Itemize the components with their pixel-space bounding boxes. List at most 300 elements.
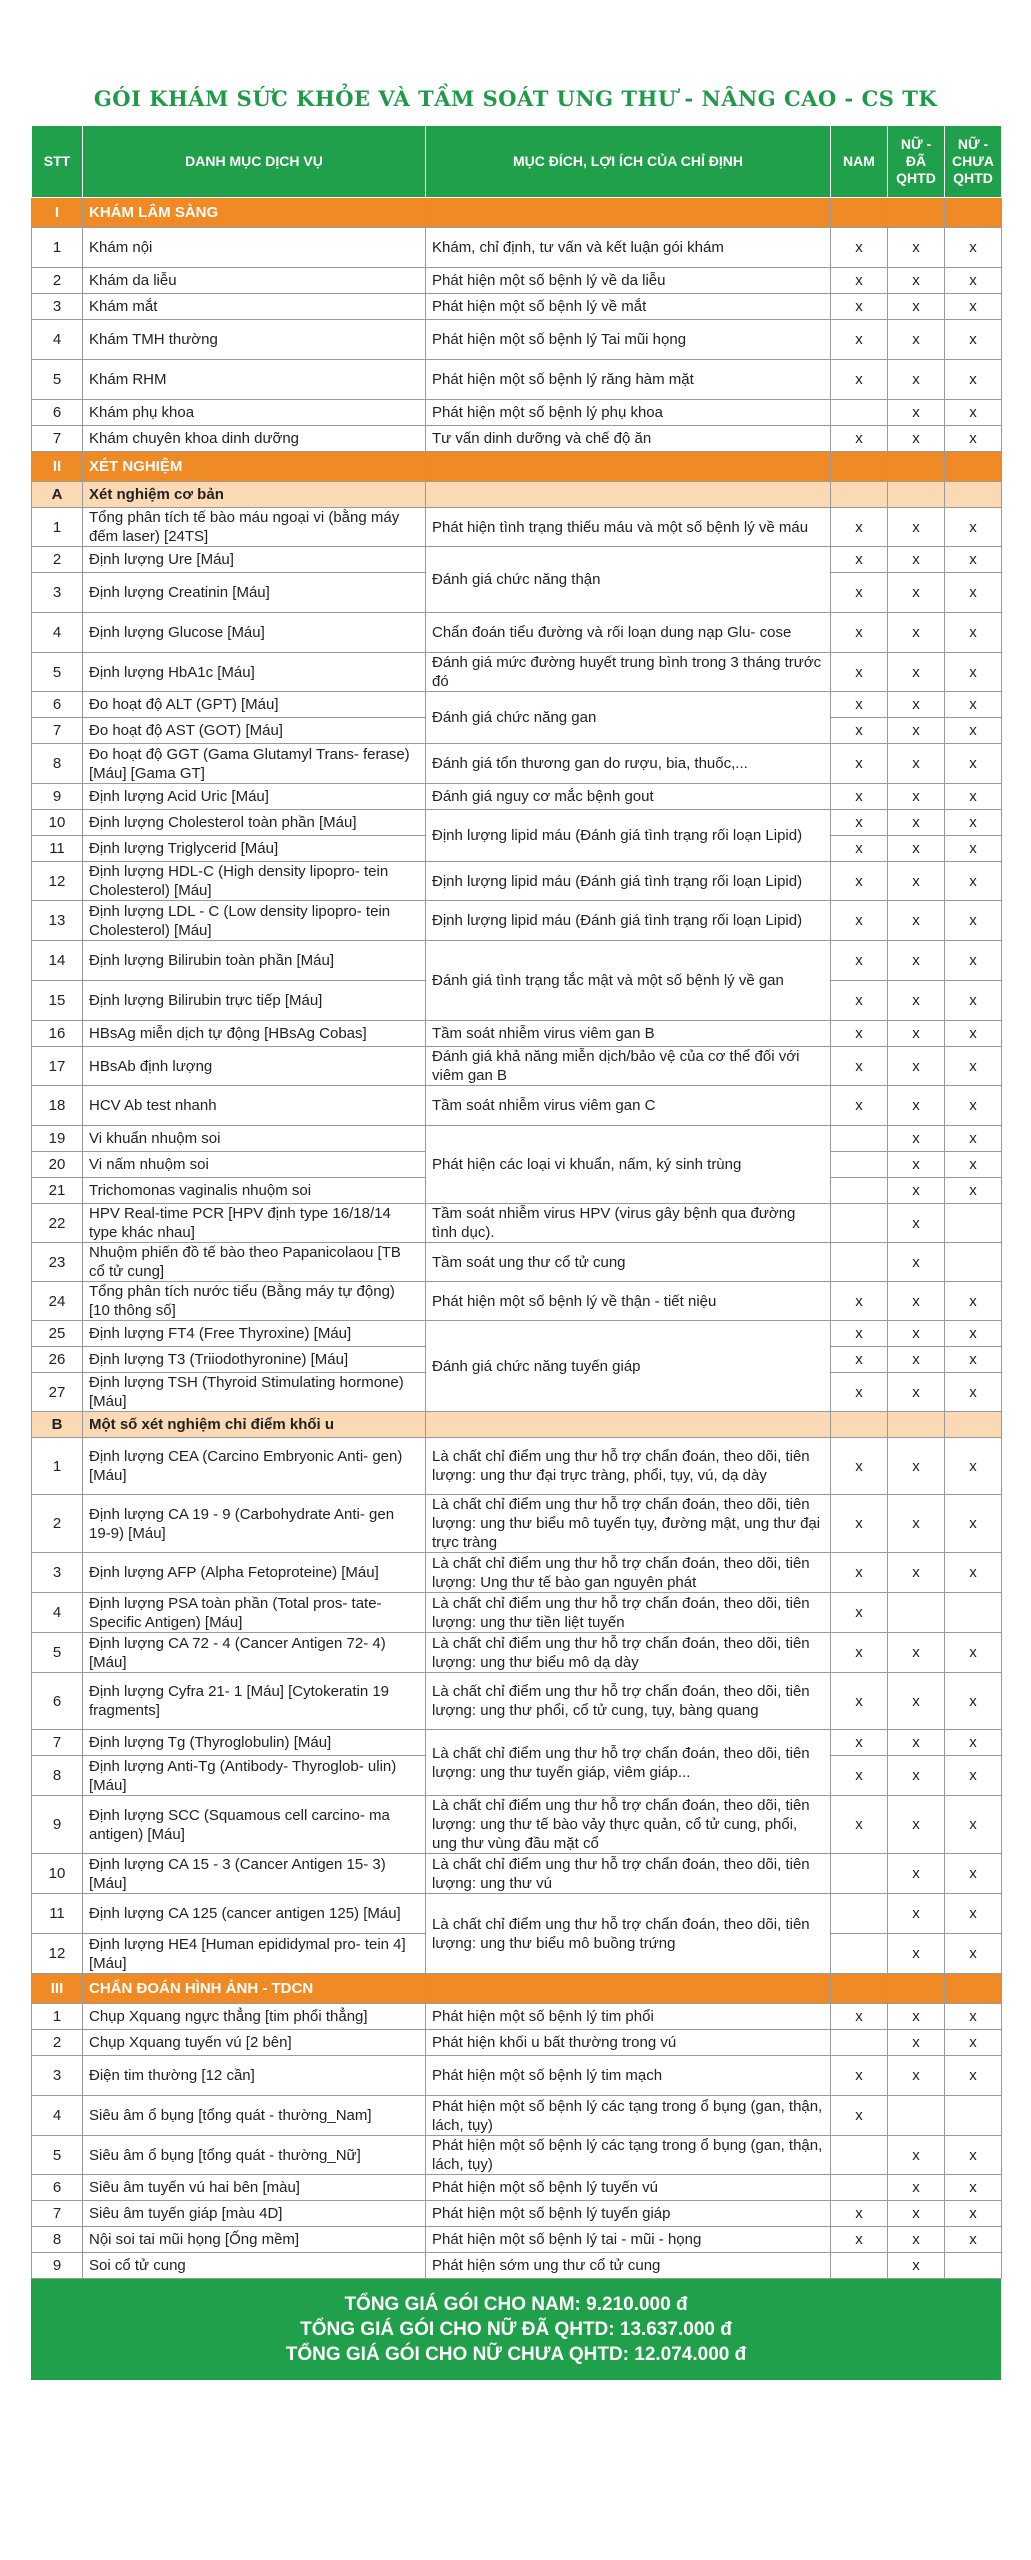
table-row [32, 2227, 1002, 2253]
mark-nu-chua-qhtd [945, 2096, 1002, 2136]
service-purpose: Là chất chỉ điểm ung thư hỗ trợ chẩn đoán, theo dõi, tiên lượng: ung thư biểu mô tuyến tụy, đường mật, ung thư đại trực tràng [426, 1495, 831, 1553]
header-nu-chua-qhtd: NỮ - CHƯA QHTD [945, 126, 1002, 198]
table-row [32, 547, 1002, 573]
mark-nu-chua-qhtd: x [945, 2004, 1002, 2030]
mark-nu-chua-qhtd: x [945, 1347, 1002, 1373]
service-purpose: Tầm soát nhiễm virus viêm gan B [426, 1021, 831, 1047]
section-filler-purpose [426, 452, 831, 482]
service-name: Định lượng CA 72 - 4 (Cancer Antigen 72- 4) [Máu] [83, 1633, 426, 1673]
service-name: Định lượng Cyfra 21- 1 [Máu] [Cytokeratin 19 fragments] [83, 1673, 426, 1730]
mark-nu-chua-qhtd: x [945, 1047, 1002, 1086]
service-purpose: Phát hiện một số bệnh lý phụ khoa [426, 400, 831, 426]
section-filler-chua [945, 198, 1002, 228]
mark-nu-chua-qhtd: x [945, 1756, 1002, 1796]
section-filler-nam [831, 482, 888, 508]
mark-nam [831, 1243, 888, 1282]
mark-nu-chua-qhtd: x [945, 981, 1002, 1021]
mark-nam [831, 1152, 888, 1178]
mark-nam: x [831, 547, 888, 573]
service-purpose: Là chất chỉ điểm ung thư hỗ trợ chẩn đoán, theo dõi, tiên lượng: ung thư phổi, cổ tử cung, tụy, bàng quang [426, 1673, 831, 1730]
table-body [32, 198, 1002, 2279]
mark-nu-chua-qhtd: x [945, 862, 1002, 901]
service-name: Trichomonas vaginalis nhuộm soi [83, 1178, 426, 1204]
service-purpose: Là chất chỉ điểm ung thư hỗ trợ chẩn đoán, theo dõi, tiên lượng: ung thư vú [426, 1854, 831, 1894]
mark-nu-chua-qhtd: x [945, 836, 1002, 862]
section-filler-chua [945, 1974, 1002, 2004]
mark-nu-chua-qhtd: x [945, 228, 1002, 268]
mark-nu-da-qhtd: x [888, 810, 945, 836]
mark-nu-chua-qhtd: x [945, 613, 1002, 653]
mark-nu-chua-qhtd: x [945, 718, 1002, 744]
mark-nu-chua-qhtd [945, 1593, 1002, 1633]
section-title: Xét nghiệm cơ bản [83, 482, 426, 508]
mark-nu-da-qhtd: x [888, 653, 945, 692]
mark-nu-da-qhtd: x [888, 1633, 945, 1673]
header-service: DANH MỤC DỊCH VỤ [83, 126, 426, 198]
mark-nam: x [831, 2004, 888, 2030]
service-name: Định lượng FT4 (Free Thyroxine) [Máu] [83, 1321, 426, 1347]
mark-nu-da-qhtd: x [888, 2136, 945, 2175]
mark-nam: x [831, 1438, 888, 1495]
mark-nam: x [831, 862, 888, 901]
service-name: Định lượng Bilirubin toàn phần [Máu] [83, 941, 426, 981]
mark-nu-da-qhtd: x [888, 400, 945, 426]
mark-nu-da-qhtd: x [888, 941, 945, 981]
service-name: Khám TMH thường [83, 320, 426, 360]
row-number: 1 [32, 1438, 83, 1495]
mark-nu-da-qhtd: x [888, 1086, 945, 1126]
row-number: 13 [32, 901, 83, 941]
table-row [32, 360, 1002, 400]
service-purpose: Phát hiện một số bệnh lý về mắt [426, 294, 831, 320]
mark-nu-da-qhtd: x [888, 1495, 945, 1553]
service-name: Định lượng CA 15 - 3 (Cancer Antigen 15- 3) [Máu] [83, 1854, 426, 1894]
service-purpose: Phát hiện một số bệnh lý tim mạch [426, 2056, 831, 2096]
mark-nu-da-qhtd: x [888, 1047, 945, 1086]
service-purpose: Phát hiện một số bệnh lý về da liễu [426, 268, 831, 294]
table-row [32, 1495, 1002, 1553]
service-purpose: Phát hiện một số bệnh lý răng hàm mặt [426, 360, 831, 400]
service-table [31, 125, 1002, 2279]
mark-nam: x [831, 1796, 888, 1854]
mark-nu-da-qhtd: x [888, 1152, 945, 1178]
service-name: Định lượng Glucose [Máu] [83, 613, 426, 653]
mark-nu-da-qhtd: x [888, 1178, 945, 1204]
service-purpose: Đánh giá nguy cơ mắc bệnh gout [426, 784, 831, 810]
service-purpose: Định lượng lipid máu (Đánh giá tình trạng rối loạn Lipid) [426, 810, 831, 862]
total-nu-da-qhtd: TỔNG GIÁ GÓI CHO NỮ ĐÃ QHTD: 13.637.000 đ [300, 2319, 732, 2340]
mark-nu-chua-qhtd: x [945, 1495, 1002, 1553]
table-row [32, 1730, 1002, 1756]
section-row [32, 198, 1002, 228]
row-number: 3 [32, 2056, 83, 2096]
mark-nu-chua-qhtd: x [945, 744, 1002, 784]
mark-nu-da-qhtd: x [888, 1730, 945, 1756]
table-row [32, 1553, 1002, 1593]
mark-nu-chua-qhtd: x [945, 1178, 1002, 1204]
section-filler-purpose [426, 1412, 831, 1438]
service-purpose: Tư vấn dinh dưỡng và chế độ ăn [426, 426, 831, 452]
mark-nu-chua-qhtd: x [945, 1152, 1002, 1178]
service-purpose: Phát hiện một số bệnh lý Tai mũi họng [426, 320, 831, 360]
header-purpose: MỤC ĐÍCH, LỢI ÍCH CỦA CHỈ ĐỊNH [426, 126, 831, 198]
mark-nam [831, 1178, 888, 1204]
mark-nu-da-qhtd: x [888, 981, 945, 1021]
service-name: Khám chuyên khoa dinh dưỡng [83, 426, 426, 452]
service-purpose: Đánh giá tổn thương gan do rượu, bia, thuốc,... [426, 744, 831, 784]
row-number: 27 [32, 1373, 83, 1412]
section-filler-nam [831, 452, 888, 482]
table-row [32, 2030, 1002, 2056]
service-purpose: Phát hiện khối u bất thường trong vú [426, 2030, 831, 2056]
service-name: Định lượng Creatinin [Máu] [83, 573, 426, 613]
mark-nu-da-qhtd: x [888, 1934, 945, 1974]
mark-nu-da-qhtd: x [888, 1243, 945, 1282]
mark-nu-chua-qhtd: x [945, 1934, 1002, 1974]
mark-nu-da-qhtd: x [888, 836, 945, 862]
mark-nam: x [831, 744, 888, 784]
section-filler-da [888, 452, 945, 482]
mark-nu-chua-qhtd [945, 1204, 1002, 1243]
mark-nu-da-qhtd: x [888, 1756, 945, 1796]
mark-nu-da-qhtd: x [888, 784, 945, 810]
service-name: Điện tim thường [12 cần] [83, 2056, 426, 2096]
section-number: II [32, 452, 83, 482]
mark-nu-chua-qhtd: x [945, 320, 1002, 360]
row-number: 15 [32, 981, 83, 1021]
mark-nu-da-qhtd: x [888, 1796, 945, 1854]
service-name: HCV Ab test nhanh [83, 1086, 426, 1126]
service-name: Định lượng CEA (Carcino Embryonic Anti- gen) [Máu] [83, 1438, 426, 1495]
service-name: Định lượng SCC (Squamous cell carcino- ma antigen) [Máu] [83, 1796, 426, 1854]
service-name: Định lượng Bilirubin trực tiếp [Máu] [83, 981, 426, 1021]
service-purpose: Là chất chỉ điểm ung thư hỗ trợ chẩn đoán, theo dõi, tiên lượng: ung thư tuyến giáp, viêm giáp... [426, 1730, 831, 1796]
row-number: 12 [32, 862, 83, 901]
row-number: 5 [32, 360, 83, 400]
service-name: Định lượng CA 19 - 9 (Carbohydrate Anti- gen 19-9) [Máu] [83, 1495, 426, 1553]
mark-nu-da-qhtd: x [888, 2030, 945, 2056]
mark-nu-chua-qhtd: x [945, 573, 1002, 613]
service-purpose: Là chất chỉ điểm ung thư hỗ trợ chẩn đoán, theo dõi, tiên lượng: ung thư tiền liệt tuyến [426, 1593, 831, 1633]
total-nam: TỔNG GIÁ GÓI CHO NAM: 9.210.000 đ [344, 2294, 688, 2315]
service-name: Định lượng CA 125 (cancer antigen 125) [Máu] [83, 1894, 426, 1934]
service-name: Chụp Xquang ngực thẳng [tim phổi thẳng] [83, 2004, 426, 2030]
mark-nu-da-qhtd: x [888, 360, 945, 400]
section-filler-nam [831, 1974, 888, 2004]
mark-nam [831, 1204, 888, 1243]
service-name: Siêu âm tuyến giáp [màu 4D] [83, 2201, 426, 2227]
section-filler-da [888, 482, 945, 508]
mark-nam: x [831, 2096, 888, 2136]
mark-nam: x [831, 1347, 888, 1373]
mark-nu-chua-qhtd: x [945, 547, 1002, 573]
mark-nu-da-qhtd: x [888, 547, 945, 573]
service-purpose: Đánh giá khả năng miễn dịch/bảo vệ của cơ thể đối với viêm gan B [426, 1047, 831, 1086]
service-purpose: Định lượng lipid máu (Đánh giá tình trạng rối loạn Lipid) [426, 862, 831, 901]
service-name: Khám nội [83, 228, 426, 268]
mark-nam: x [831, 294, 888, 320]
mark-nu-da-qhtd: x [888, 320, 945, 360]
mark-nam: x [831, 1086, 888, 1126]
service-name: Định lượng HDL-C (High density lipopro- tein Cholesterol) [Máu] [83, 862, 426, 901]
mark-nam: x [831, 2201, 888, 2227]
mark-nu-da-qhtd: x [888, 901, 945, 941]
mark-nu-da-qhtd: x [888, 1438, 945, 1495]
table-row [32, 1204, 1002, 1243]
mark-nu-chua-qhtd: x [945, 2136, 1002, 2175]
mark-nam [831, 400, 888, 426]
row-number: 17 [32, 1047, 83, 1086]
mark-nu-chua-qhtd: x [945, 784, 1002, 810]
service-name: Tổng phân tích tế bào máu ngoại vi (bằng máy đếm laser) [24TS] [83, 508, 426, 547]
section-row [32, 452, 1002, 482]
row-number: 9 [32, 784, 83, 810]
mark-nu-da-qhtd: x [888, 2253, 945, 2279]
table-row [32, 901, 1002, 941]
service-purpose: Phát hiện một số bệnh lý tuyến giáp [426, 2201, 831, 2227]
header-stt: STT [32, 126, 83, 198]
service-name: Định lượng PSA toàn phần (Total pros- tate-Specific Antigen) [Máu] [83, 1593, 426, 1633]
service-purpose: Là chất chỉ điểm ung thư hỗ trợ chẩn đoán, theo dõi, tiên lượng: ung thư tế bào vảy thực quản, cổ tử cung, phổi, ung thư vùng đầu mặt cổ [426, 1796, 831, 1854]
mark-nam: x [831, 810, 888, 836]
mark-nu-da-qhtd: x [888, 744, 945, 784]
mark-nu-chua-qhtd: x [945, 294, 1002, 320]
section-row [32, 1974, 1002, 2004]
service-purpose: Đánh giá chức năng gan [426, 692, 831, 744]
service-name: Định lượng TSH (Thyroid Stimulating hormone) [Máu] [83, 1373, 426, 1412]
service-purpose: Đánh giá chức năng tuyến giáp [426, 1321, 831, 1412]
mark-nu-da-qhtd: x [888, 573, 945, 613]
service-name: Vi khuẩn nhuộm soi [83, 1126, 426, 1152]
table-row [32, 692, 1002, 718]
table-row [32, 1282, 1002, 1321]
table-row [32, 2096, 1002, 2136]
service-name: Siêu âm tuyến vú hai bên [màu] [83, 2175, 426, 2201]
table-row [32, 784, 1002, 810]
mark-nu-da-qhtd: x [888, 294, 945, 320]
service-name: Định lượng AFP (Alpha Fetoproteine) [Máu] [83, 1553, 426, 1593]
section-title: XÉT NGHIỆM [83, 452, 426, 482]
mark-nu-chua-qhtd [945, 2253, 1002, 2279]
mark-nam: x [831, 268, 888, 294]
table-row [32, 1126, 1002, 1152]
row-number: 19 [32, 1126, 83, 1152]
mark-nu-chua-qhtd: x [945, 1633, 1002, 1673]
section-title: KHÁM LÂM SÀNG [83, 198, 426, 228]
mark-nam: x [831, 901, 888, 941]
service-name: Đo hoạt độ ALT (GPT) [Máu] [83, 692, 426, 718]
row-number: 7 [32, 426, 83, 452]
mark-nu-chua-qhtd: x [945, 1553, 1002, 1593]
mark-nam: x [831, 981, 888, 1021]
section-filler-chua [945, 452, 1002, 482]
table-row [32, 1086, 1002, 1126]
mark-nu-da-qhtd: x [888, 1894, 945, 1934]
service-name: HBsAg miễn dịch tự động [HBsAg Cobas] [83, 1021, 426, 1047]
mark-nu-da-qhtd: x [888, 2227, 945, 2253]
mark-nu-chua-qhtd: x [945, 1730, 1002, 1756]
row-number: 10 [32, 1854, 83, 1894]
mark-nu-da-qhtd: x [888, 1373, 945, 1412]
service-name: HPV Real-time PCR [HPV định type 16/18/14 type khác nhau] [83, 1204, 426, 1243]
mark-nu-da-qhtd: x [888, 268, 945, 294]
mark-nu-chua-qhtd: x [945, 360, 1002, 400]
service-name: Đo hoạt độ GGT (Gama Glutamyl Trans- ferase) [Máu] [Gama GT] [83, 744, 426, 784]
row-number: 5 [32, 1633, 83, 1673]
mark-nu-chua-qhtd: x [945, 1021, 1002, 1047]
mark-nu-chua-qhtd: x [945, 1796, 1002, 1854]
table-row [32, 426, 1002, 452]
mark-nu-chua-qhtd: x [945, 1854, 1002, 1894]
service-name: Nội soi tai mũi họng [Ống mềm] [83, 2227, 426, 2253]
row-number: 1 [32, 2004, 83, 2030]
mark-nu-da-qhtd: x [888, 1321, 945, 1347]
service-name: Định lượng Tg (Thyroglobulin) [Máu] [83, 1730, 426, 1756]
service-name: Định lượng T3 (Triiodothyronine) [Máu] [83, 1347, 426, 1373]
service-purpose: Phát hiện một số bệnh lý tim phổi [426, 2004, 831, 2030]
mark-nu-da-qhtd: x [888, 613, 945, 653]
total-nu-chua-qhtd: TỔNG GIÁ GÓI CHO NỮ CHƯA QHTD: 12.074.000 đ [285, 2344, 747, 2365]
mark-nu-da-qhtd: x [888, 426, 945, 452]
service-name: Định lượng HbA1c [Máu] [83, 653, 426, 692]
row-number: 20 [32, 1152, 83, 1178]
row-number: 6 [32, 400, 83, 426]
section-filler-da [888, 1412, 945, 1438]
row-number: 5 [32, 653, 83, 692]
mark-nam: x [831, 1321, 888, 1347]
mark-nu-da-qhtd: x [888, 2004, 945, 2030]
service-name: Chụp Xquang tuyến vú [2 bên] [83, 2030, 426, 2056]
mark-nu-chua-qhtd: x [945, 1438, 1002, 1495]
service-name: Nhuộm phiến đồ tế bào theo Papanicolaou [TB cổ tử cung] [83, 1243, 426, 1282]
service-purpose: Là chất chỉ điểm ung thư hỗ trợ chẩn đoán, theo dõi, tiên lượng: ung thư đại trực tràng, phổi, tụy, vú, dạ dày [426, 1438, 831, 1495]
mark-nam: x [831, 1553, 888, 1593]
mark-nam [831, 2030, 888, 2056]
mark-nam [831, 1854, 888, 1894]
service-name: Định lượng Ure [Máu] [83, 547, 426, 573]
service-name: Siêu âm ổ bụng [tổng quát - thường_Nữ] [83, 2136, 426, 2175]
section-title: Một số xét nghiệm chỉ điểm khối u [83, 1412, 426, 1438]
mark-nam: x [831, 508, 888, 547]
row-number: 9 [32, 2253, 83, 2279]
mark-nu-chua-qhtd: x [945, 1373, 1002, 1412]
mark-nam: x [831, 718, 888, 744]
row-number: 3 [32, 1553, 83, 1593]
mark-nu-da-qhtd: x [888, 862, 945, 901]
table-row [32, 810, 1002, 836]
service-purpose: Phát hiện một số bệnh lý các tạng trong ổ bụng (gan, thận, lách, tụy) [426, 2136, 831, 2175]
mark-nu-chua-qhtd: x [945, 810, 1002, 836]
mark-nu-chua-qhtd: x [945, 1894, 1002, 1934]
row-number: 14 [32, 941, 83, 981]
service-purpose: Phát hiện một số bệnh lý tai - mũi - họng [426, 2227, 831, 2253]
service-purpose: Khám, chỉ định, tư vấn và kết luận gói khám [426, 228, 831, 268]
mark-nam [831, 2136, 888, 2175]
row-number: 5 [32, 2136, 83, 2175]
mark-nam: x [831, 1373, 888, 1412]
subsection-row [32, 482, 1002, 508]
service-purpose: Đánh giá mức đường huyết trung bình trong 3 tháng trước đó [426, 653, 831, 692]
table-row [32, 941, 1002, 981]
mark-nu-da-qhtd: x [888, 1282, 945, 1321]
section-number: A [32, 482, 83, 508]
table-row [32, 320, 1002, 360]
mark-nam: x [831, 1730, 888, 1756]
mark-nam [831, 2175, 888, 2201]
table-row [32, 508, 1002, 547]
mark-nu-da-qhtd: x [888, 228, 945, 268]
mark-nam: x [831, 2056, 888, 2096]
mark-nam [831, 2253, 888, 2279]
mark-nu-chua-qhtd: x [945, 1321, 1002, 1347]
service-name: Định lượng Anti-Tg (Antibody- Thyroglob- ulin) [Máu] [83, 1756, 426, 1796]
mark-nu-chua-qhtd [945, 1243, 1002, 1282]
row-number: 18 [32, 1086, 83, 1126]
mark-nam: x [831, 941, 888, 981]
mark-nu-da-qhtd: x [888, 2175, 945, 2201]
section-filler-nam [831, 198, 888, 228]
mark-nam: x [831, 1593, 888, 1633]
mark-nu-da-qhtd: x [888, 1021, 945, 1047]
mark-nam: x [831, 653, 888, 692]
mark-nu-chua-qhtd: x [945, 2056, 1002, 2096]
service-purpose: Phát hiện một số bệnh lý tuyến vú [426, 2175, 831, 2201]
mark-nu-chua-qhtd: x [945, 653, 1002, 692]
service-purpose: Tầm soát ung thư cổ tử cung [426, 1243, 831, 1282]
mark-nam: x [831, 836, 888, 862]
service-name: Định lượng Cholesterol toàn phần [Máu] [83, 810, 426, 836]
row-number: 7 [32, 1730, 83, 1756]
mark-nam [831, 1894, 888, 1934]
section-filler-purpose [426, 1974, 831, 2004]
header-nam: NAM [831, 126, 888, 198]
mark-nam: x [831, 573, 888, 613]
section-filler-purpose [426, 198, 831, 228]
mark-nam: x [831, 1282, 888, 1321]
row-number: 6 [32, 2175, 83, 2201]
service-purpose: Chẩn đoán tiểu đường và rối loạn dung nạp Glu- cose [426, 613, 831, 653]
table-row [32, 1854, 1002, 1894]
mark-nam: x [831, 1047, 888, 1086]
row-number: 4 [32, 2096, 83, 2136]
row-number: 9 [32, 1796, 83, 1854]
section-number: III [32, 1974, 83, 2004]
row-number: 22 [32, 1204, 83, 1243]
service-purpose: Là chất chỉ điểm ung thư hỗ trợ chẩn đoán, theo dõi, tiên lượng: Ung thư tế bào gan nguyên phát [426, 1553, 831, 1593]
table-row [32, 1673, 1002, 1730]
table-row [32, 1243, 1002, 1282]
service-purpose: Đánh giá tình trạng tắc mật và một số bệnh lý về gan [426, 941, 831, 1021]
row-number: 12 [32, 1934, 83, 1974]
mark-nu-da-qhtd: x [888, 718, 945, 744]
service-purpose: Phát hiện các loại vi khuẩn, nấm, ký sinh trùng [426, 1126, 831, 1204]
row-number: 26 [32, 1347, 83, 1373]
row-number: 6 [32, 1673, 83, 1730]
service-name: Đo hoạt độ AST (GOT) [Máu] [83, 718, 426, 744]
mark-nam [831, 1126, 888, 1152]
section-title: CHẨN ĐOÁN HÌNH ẢNH - TDCN [83, 1974, 426, 2004]
mark-nam: x [831, 692, 888, 718]
table-row [32, 1321, 1002, 1347]
mark-nam: x [831, 2227, 888, 2253]
mark-nu-chua-qhtd: x [945, 692, 1002, 718]
subsection-row [32, 1412, 1002, 1438]
service-name: Khám da liễu [83, 268, 426, 294]
row-number: 25 [32, 1321, 83, 1347]
row-number: 2 [32, 2030, 83, 2056]
row-number: 8 [32, 1756, 83, 1796]
row-number: 4 [32, 613, 83, 653]
